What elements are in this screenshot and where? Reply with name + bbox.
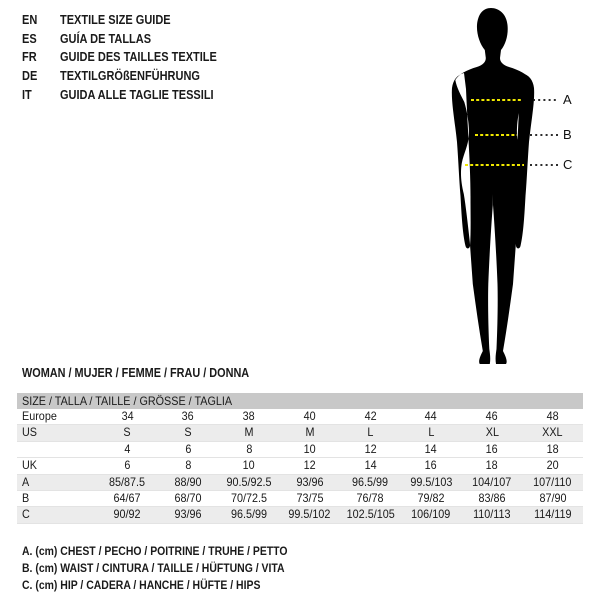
size-cell-text: 14 [364, 458, 377, 473]
size-cell [340, 475, 401, 490]
size-cell-text: 48 [546, 409, 559, 423]
size-cell-text: 93/96 [174, 507, 202, 522]
size-cell-text: 93/96 [296, 474, 324, 489]
size-cell [462, 491, 523, 506]
size-cell-text: 107/110 [533, 474, 572, 489]
size-cell [279, 458, 340, 473]
size-cell [279, 442, 340, 457]
size-cell [401, 491, 462, 506]
table-row [17, 425, 583, 441]
size-cell-text: 102.5/105 [346, 507, 395, 522]
table-header-row [17, 393, 583, 409]
language-code [22, 88, 60, 102]
row-label [17, 425, 97, 440]
size-cell [340, 409, 401, 424]
size-cell [340, 507, 401, 522]
row-label-text: C [22, 507, 30, 522]
row-label-text: UK [22, 458, 38, 473]
language-title-text: TEXTILGRÖßENFÜHRUNG [60, 69, 200, 84]
size-cell [158, 507, 219, 522]
size-cell [279, 425, 340, 440]
language-list [22, 11, 238, 104]
size-cell-text: 90.5/92.5 [226, 474, 272, 489]
size-cell [97, 409, 158, 424]
size-cell-text: 36 [182, 409, 195, 423]
size-cell [401, 425, 462, 440]
size-cell-text: 83/86 [478, 490, 506, 505]
size-cell [97, 442, 158, 457]
size-cell [97, 425, 158, 440]
legend-line-text: C. (cm) HIP / CADERA / HANCHE / HÜFTE / HIPS [22, 578, 261, 593]
size-cell-text: S [123, 425, 131, 440]
woman-silhouette-figure [430, 0, 600, 392]
size-cell [462, 507, 523, 522]
size-cell-text: M [305, 425, 315, 440]
gender-title [22, 366, 283, 380]
size-cell-text: 85/87.5 [109, 474, 146, 489]
size-cell [219, 458, 280, 473]
language-code [22, 32, 60, 46]
size-cell [522, 475, 583, 490]
size-cell-text: 114/119 [533, 507, 572, 522]
size-cell [219, 425, 280, 440]
language-title [60, 50, 238, 64]
size-cell-text: 18 [546, 441, 559, 456]
size-cell [219, 475, 280, 490]
size-cell-text: 4 [124, 441, 131, 456]
language-code [22, 50, 60, 64]
size-cell [279, 491, 340, 506]
size-cell-text: 76/78 [356, 490, 384, 505]
size-cell-text: 96.5/99 [230, 507, 267, 522]
size-cell-text: 10 [303, 441, 316, 456]
size-cell [158, 409, 219, 424]
size-cell [401, 458, 462, 473]
size-cell-text: M [244, 425, 254, 440]
size-cell [158, 475, 219, 490]
table-row [17, 409, 583, 425]
size-cell [219, 442, 280, 457]
row-label-text: US [22, 425, 38, 440]
size-cell-text: 79/82 [417, 490, 445, 505]
size-cell [219, 409, 280, 424]
size-cell [401, 442, 462, 457]
size-cell [462, 442, 523, 457]
size-cell-text: 12 [364, 441, 377, 456]
language-title-text: GUIDA ALLE TAGLIE TESSILI [60, 87, 214, 102]
size-cell-text: 88/90 [174, 474, 202, 489]
size-cell-text: 99.5/102 [288, 507, 331, 522]
table-row [17, 442, 583, 458]
row-label [17, 507, 97, 522]
size-cell [279, 409, 340, 424]
size-cell-text: 110/113 [473, 507, 511, 522]
language-row [22, 11, 238, 30]
legend-line [22, 543, 327, 560]
size-cell [97, 458, 158, 473]
language-row [22, 67, 238, 86]
size-cell-text: 6 [124, 458, 131, 473]
language-row [22, 30, 238, 49]
size-cell-text: 16 [485, 441, 498, 456]
size-cell [158, 442, 219, 457]
size-cell [219, 507, 280, 522]
size-cell [522, 425, 583, 440]
size-cell-text: 42 [364, 409, 377, 423]
silhouette-svg [430, 0, 600, 392]
size-cell-text: 90/92 [113, 507, 141, 522]
measure-label-c: C [563, 157, 573, 172]
size-cell-text: 64/67 [113, 490, 141, 505]
language-code-text: ES [22, 31, 37, 46]
size-cell [462, 425, 523, 440]
language-title [60, 69, 219, 83]
size-cell-text: 70/72.5 [230, 490, 267, 505]
size-cell [522, 442, 583, 457]
size-cell-text: L [428, 425, 435, 440]
size-cell [279, 507, 340, 522]
size-cell [462, 475, 523, 490]
size-cell-text: 16 [425, 458, 438, 473]
language-title [60, 32, 163, 46]
size-cell [97, 491, 158, 506]
language-code-text: EN [22, 13, 38, 28]
size-cell [158, 458, 219, 473]
legend [22, 543, 327, 595]
size-cell [219, 491, 280, 506]
row-label-text: Europe [22, 409, 57, 423]
size-cell-text: 38 [242, 409, 255, 423]
size-cell [340, 491, 401, 506]
language-code [22, 69, 60, 83]
measure-label-b: B [563, 127, 572, 142]
size-cell-text: 87/90 [539, 490, 567, 505]
language-code [22, 13, 60, 27]
row-label [17, 442, 97, 457]
size-cell-text: 8 [185, 458, 192, 473]
size-cell [158, 491, 219, 506]
size-cell [340, 458, 401, 473]
size-cell [340, 442, 401, 457]
size-cell-text: 96.5/99 [352, 474, 389, 489]
size-cell-text: 10 [242, 458, 255, 473]
size-cell-text: 68/70 [174, 490, 202, 505]
size-cell [462, 458, 523, 473]
size-cell-text: 73/75 [296, 490, 324, 505]
size-cell [97, 475, 158, 490]
language-title [60, 13, 186, 27]
size-table [17, 393, 583, 524]
language-title-text: GUIDE DES TAILLES TEXTILE [60, 50, 217, 65]
size-cell [401, 409, 462, 424]
language-row [22, 48, 238, 67]
size-cell-text: 99.5/103 [410, 474, 453, 489]
language-title-text: GUÍA DE TALLAS [60, 31, 152, 46]
language-code-text: FR [22, 50, 37, 65]
size-cell-text: 44 [425, 409, 438, 423]
language-row [22, 85, 238, 104]
size-cell-text: 6 [185, 441, 192, 456]
size-cell [97, 507, 158, 522]
language-code-text: IT [22, 87, 32, 102]
language-title-text: TEXTILE SIZE GUIDE [60, 13, 171, 28]
size-cell [340, 425, 401, 440]
size-cell [522, 491, 583, 506]
size-cell-text: XL [485, 425, 499, 440]
size-cell [522, 507, 583, 522]
legend-line-text: B. (cm) WAIST / CINTURA / TAILLE / HÜFTUNG / VITA [22, 561, 285, 576]
size-cell-text: 104/107 [472, 474, 512, 489]
size-cell-text: 8 [245, 441, 252, 456]
legend-line [22, 577, 327, 594]
language-code-text: DE [22, 69, 38, 84]
size-cell-text: XXL [542, 425, 563, 440]
size-cell-text: L [367, 425, 374, 440]
size-cell [401, 475, 462, 490]
table-body [17, 409, 583, 524]
row-label [17, 458, 97, 473]
size-cell-text: 34 [121, 409, 134, 423]
size-cell-text: 106/109 [411, 507, 451, 522]
table-header-text: SIZE / TALLA / TAILLE / GRÖSSE / TAGLIA [22, 394, 233, 408]
row-label [17, 491, 97, 506]
table-row [17, 507, 583, 523]
measure-label-a: A [563, 92, 572, 107]
size-cell-text: 46 [485, 409, 498, 423]
row-label-text: B [22, 490, 30, 505]
table-row [17, 491, 583, 507]
size-cell-text: 20 [546, 458, 559, 473]
size-cell-text: 18 [485, 458, 498, 473]
size-cell-text: 14 [425, 441, 438, 456]
legend-line [22, 560, 327, 577]
size-cell-text: 12 [303, 458, 316, 473]
table-row [17, 458, 583, 474]
size-cell-text: S [184, 425, 192, 440]
language-title [60, 88, 235, 102]
size-cell [401, 507, 462, 522]
woman-silhouette [452, 8, 534, 364]
row-label-text: A [22, 474, 30, 489]
size-cell [522, 409, 583, 424]
gender-title-text: WOMAN / MUJER / FEMME / FRAU / DONNA [22, 366, 250, 380]
table-row [17, 475, 583, 491]
size-cell [462, 409, 523, 424]
size-cell [158, 425, 219, 440]
size-cell-text: 40 [303, 409, 316, 423]
size-cell [279, 475, 340, 490]
row-label [17, 475, 97, 490]
row-label [17, 409, 97, 424]
size-cell [522, 458, 583, 473]
legend-line-text: A. (cm) CHEST / PECHO / POITRINE / TRUHE / PETTO [22, 544, 288, 558]
